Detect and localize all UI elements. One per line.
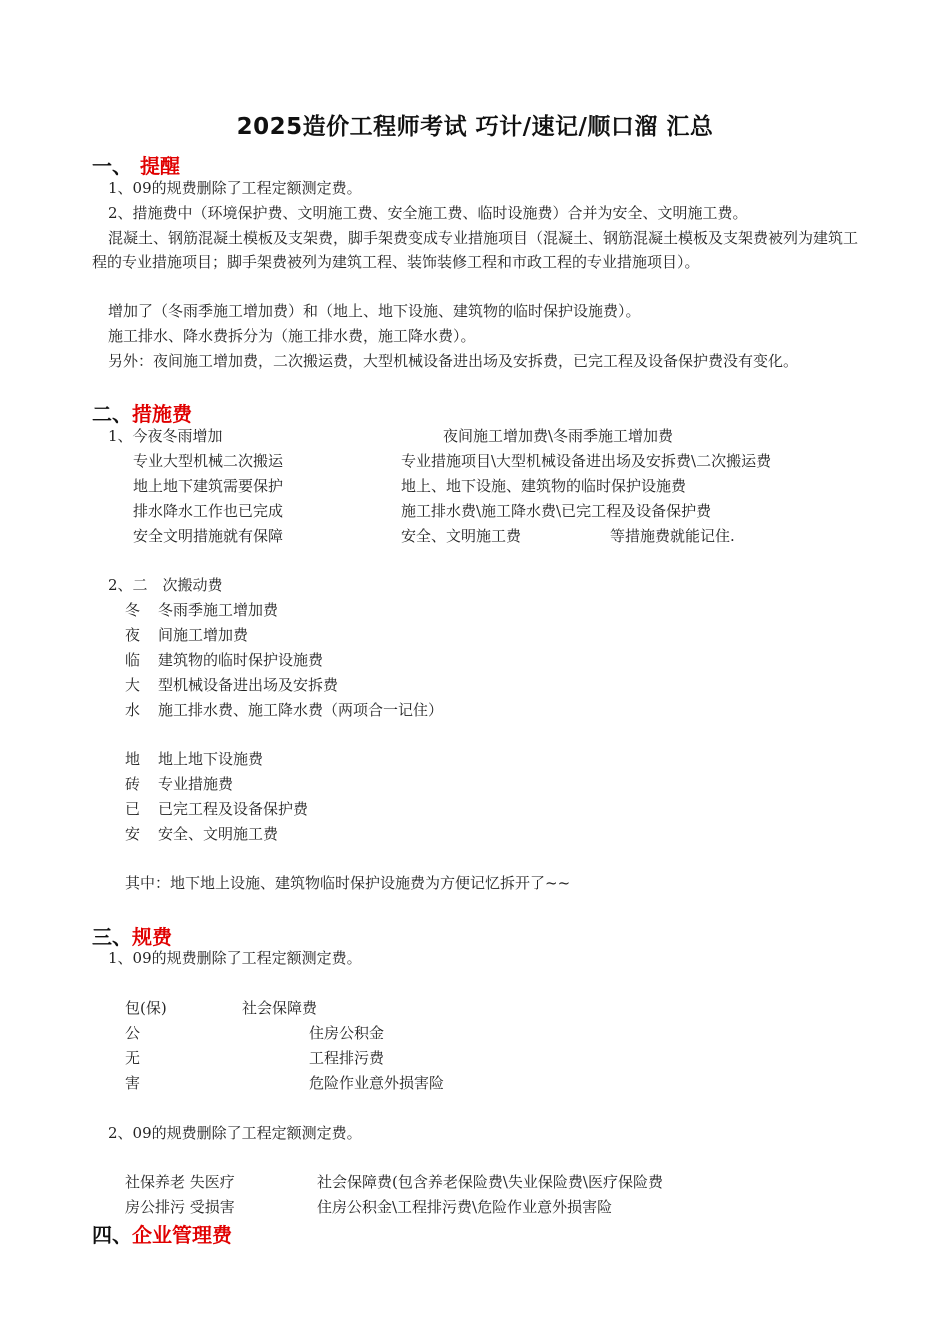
section-4-number: 四、 xyxy=(92,1223,132,1247)
rhyme-left-1: 1、今夜冬雨增加 xyxy=(108,427,223,445)
section-1-heading xyxy=(92,150,180,179)
acrostic-value: 专业措施费 xyxy=(158,775,234,793)
s3-rhyme-left-1: 社保养老 失医疗 xyxy=(125,1173,235,1191)
acrostic-key: 已 xyxy=(125,800,141,818)
acrostic-value: 型机械设备进出场及安拆费 xyxy=(158,676,339,694)
acrostic-key: 砖 xyxy=(125,775,141,793)
section-3-title: 规费 xyxy=(132,925,172,949)
pair-value: 社会保障费 xyxy=(242,999,318,1017)
s1-line-3: 增加了（冬雨季施工增加费）和（地上、地下设施、建筑物的临时保护设施费）。 xyxy=(108,302,641,320)
acrostic-key: 临 xyxy=(125,651,141,669)
pair-key: 害 xyxy=(125,1074,141,1092)
acrostic-value: 建筑物的临时保护设施费 xyxy=(158,651,324,669)
section-3-number: 三、 xyxy=(92,925,132,949)
rhyme-right-4: 施工排水费\施工降水费\已完工程及设备保护费 xyxy=(401,502,712,520)
rhyme-right-1: 夜间施工增加费\冬雨季施工增加费 xyxy=(443,427,674,445)
s1-paragraph-1: 混凝土、钢筋混凝土模板及支架费，脚手架费变成专业措施项目（混凝土、钢筋混凝土模板及支架费被列为建筑工程的专业措施项目；脚手架费被列为建筑工程、装饰装修工程和市政工程的专业措施项目）。 xyxy=(92,229,859,271)
s3-line-1: 1、09的规费删除了工程定额测定费。 xyxy=(108,949,362,967)
document-title: 2025造价工程师考试 巧计/速记/顺口溜 汇总 xyxy=(236,114,714,140)
s3-rhyme-right-2: 住房公积金\工程排污费\危险作业意外损害险 xyxy=(317,1198,613,1216)
acrostic-value: 施工排水费、施工降水费（两项合一记住） xyxy=(158,701,444,719)
section-1-number: 一、 xyxy=(92,154,132,178)
s1-line-1: 1、09的规费删除了工程定额测定费。 xyxy=(108,179,362,197)
section-2-title: 措施费 xyxy=(132,402,192,426)
rhyme-left-4: 排水降水工作也已完成 xyxy=(133,502,284,520)
section-4-heading xyxy=(92,1219,232,1248)
s3-line-2: 2、09的规费删除了工程定额测定费。 xyxy=(108,1124,362,1142)
acrostic-value: 地上地下设施费 xyxy=(158,750,264,768)
pair-value: 危险作业意外损害险 xyxy=(309,1074,445,1092)
section-2-number: 二、 xyxy=(92,402,132,426)
acrostic-value: 冬雨季施工增加费 xyxy=(158,601,279,619)
pair-key: 公 xyxy=(125,1024,141,1042)
rhyme-right-2: 专业措施项目\大型机械设备进出场及安拆费\二次搬运费 xyxy=(401,452,772,470)
acrostic-key: 地 xyxy=(125,750,141,768)
s2-item-2-heading: 2、二 次搬动费 xyxy=(108,576,223,594)
s1-line-4: 施工排水、降水费拆分为（施工排水费，施工降水费）。 xyxy=(108,327,476,345)
section-4-title: 企业管理费 xyxy=(132,1223,232,1247)
acrostic-value: 间施工增加费 xyxy=(158,626,249,644)
acrostic-key: 冬 xyxy=(125,601,141,619)
rhyme-left-2: 专业大型机械二次搬运 xyxy=(133,452,284,470)
acrostic-key: 水 xyxy=(125,701,141,719)
pair-key: 包(保) xyxy=(125,999,167,1017)
rhyme-left-3: 地上地下建筑需要保护 xyxy=(133,477,284,495)
pair-value: 住房公积金 xyxy=(309,1024,385,1042)
rhyme-right-3: 地上、地下设施、建筑物的临时保护设施费 xyxy=(401,477,687,495)
acrostic-key: 大 xyxy=(125,676,141,694)
rhyme-left-5: 安全文明措施就有保障 xyxy=(133,527,284,545)
rhyme-right-5: 安全、文明施工费 xyxy=(401,527,522,545)
acrostic-key: 安 xyxy=(125,825,141,843)
acrostic-key: 夜 xyxy=(125,626,141,644)
acrostic-value: 安全、文明施工费 xyxy=(158,825,279,843)
section-2-heading xyxy=(92,398,192,427)
s2-note: 其中：地下地上设施、建筑物临时保护设施费为方便记忆拆开了~~ xyxy=(125,874,571,892)
s1-line-2: 2、措施费中（环境保护费、文明施工费、安全施工费、临时设施费）合并为安全、文明施工费。 xyxy=(108,204,748,222)
pair-key: 无 xyxy=(125,1049,141,1067)
s1-paragraph-2: 另外：夜间施工增加费，二次搬运费，大型机械设备进出场及安拆费，已完工程及设备保护费没有变化。 xyxy=(108,352,799,370)
section-1-title: 提醒 xyxy=(140,154,180,178)
s3-rhyme-left-2: 房公排污 受损害 xyxy=(125,1198,235,1216)
acrostic-value: 已完工程及设备保护费 xyxy=(158,800,309,818)
pair-value: 工程排污费 xyxy=(309,1049,385,1067)
s3-rhyme-right-1: 社会保障费(包含养老保险费\失业保险费\医疗保险费 xyxy=(317,1173,663,1191)
rhyme-tail: 等措施费就能记住. xyxy=(610,527,735,545)
